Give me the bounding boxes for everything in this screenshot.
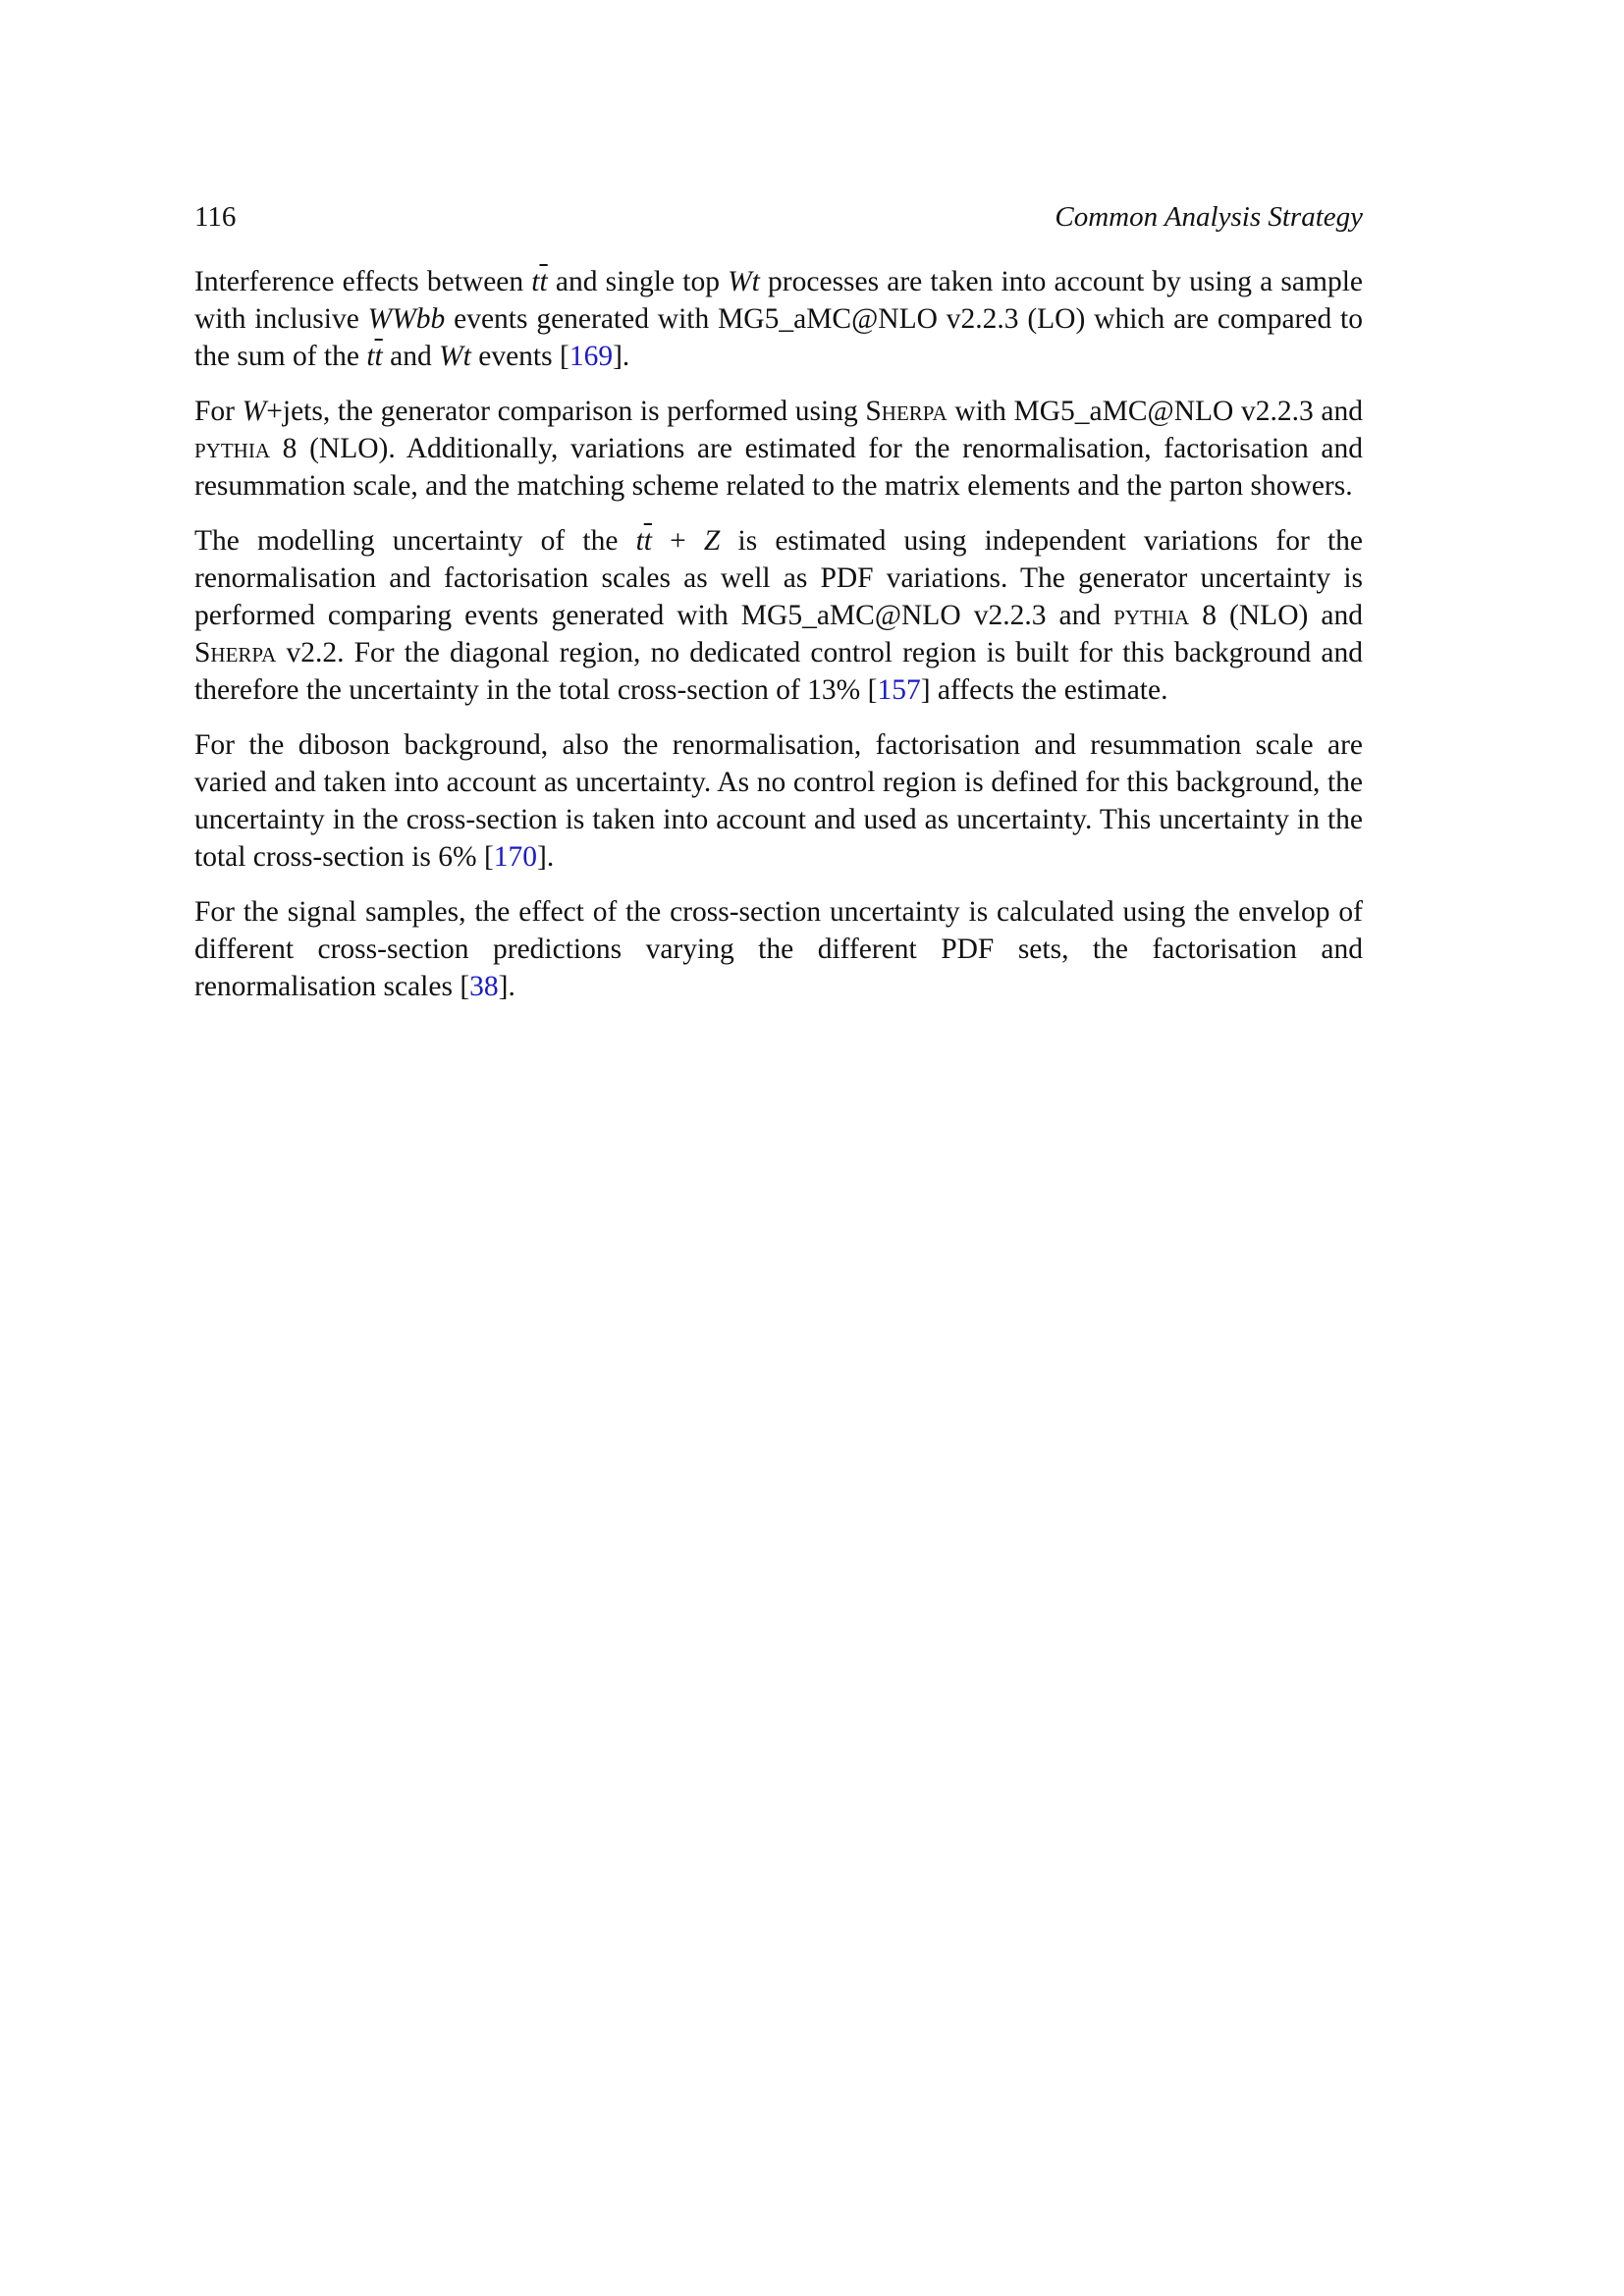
page [194, 192, 1363, 1023]
citation-link-170[interactable]: 170 [493, 841, 538, 873]
page-header [194, 192, 1363, 241]
body-text [194, 263, 1363, 1005]
paragraph-signal: For the signal samples, the effect of the cross-section uncertainty is calculated using the envelop of different cross-section predictions varying the different PDF sets, the factorisation and renormalisation scales [38]. [194, 896, 1363, 1002]
page-number: 116 [194, 201, 237, 233]
paragraph-wjets: For W+jets, the generator comparison is performed using Sherpa with MG5_aMC@NLO v2.2.3 and pythia 8 (NLO). Additionally, variations are estimated for the renormalisation, factorisation and resummation scale, and the matching scheme related to the matrix elements and the parton showers. [194, 396, 1364, 502]
citation-link-157[interactable]: 157 [877, 674, 921, 706]
running-title: Common Analysis Strategy [1055, 201, 1363, 233]
citation-link-38[interactable]: 38 [469, 971, 499, 1002]
paragraph-ttz: The modelling uncertainty of the $t\overline{t} + Z$ is estimated using independent variations for the renormalisation and factorisation scales as well as PDF variations. The generator uncertainty is performed comparing events generated with MG5_aMC@NLO v2.2.3 and pythia 8 (NLO) and Sherpa v2.2. For the diagonal region, no dedicated control region is built for this background and therefore the uncertainty in the total cross-section of 13% [157] affects the estimate. [194, 525, 1364, 706]
paragraph-interference: Interference effects between $t\overline{t}$ and single top Wt processes are taken into account by using a sample with inclusive WWbb events generated with MG5_aMC@NLO v2.2.3 (LO) which are compared to the sum of the $t\overline{t}$ and Wt events [169]. [194, 266, 1363, 372]
paragraph-diboson: For the diboson background, also the renormalisation, factorisation and resummation scale are varied and taken into account as uncertainty. As no control region is defined for this background, the uncertainty in the cross-section is taken into account and used as uncertainty. This uncertainty in the total cross-section is 6% [170]. [194, 729, 1363, 873]
citation-link-169[interactable]: 169 [568, 341, 614, 372]
